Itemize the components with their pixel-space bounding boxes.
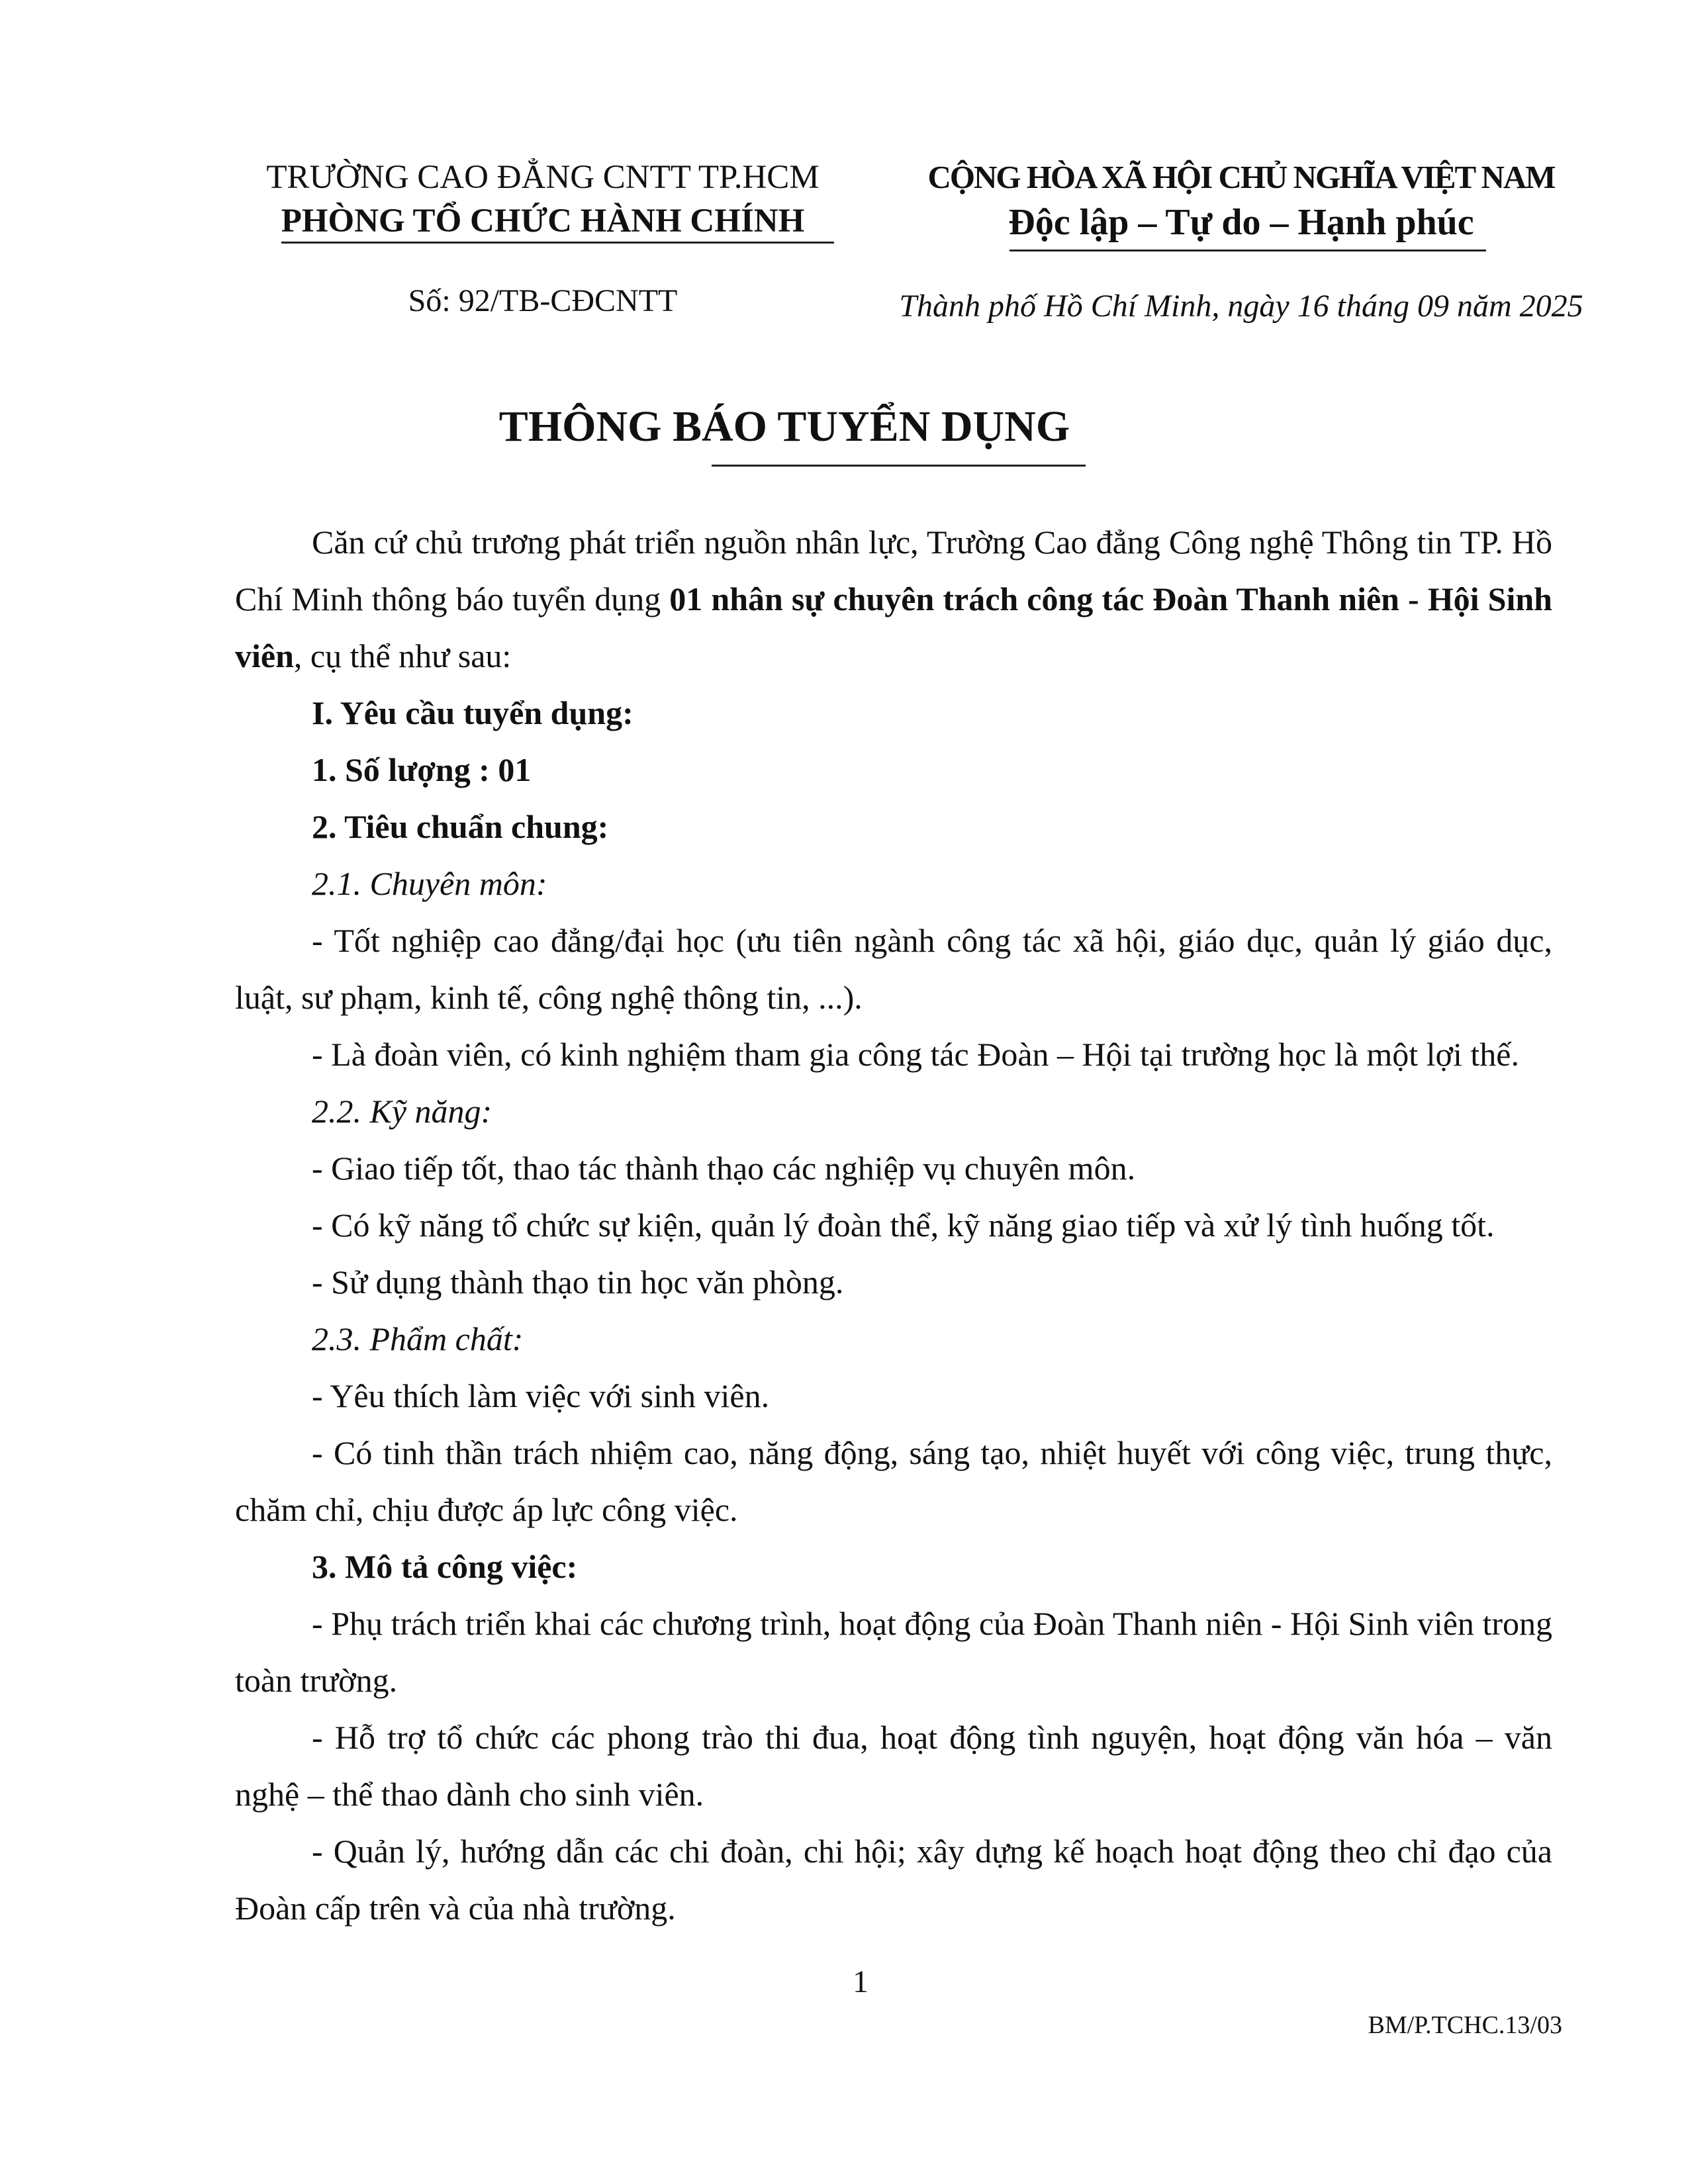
intro-paragraph (235, 514, 1552, 684)
qualities-item: - Yêu thích làm việc với sinh viên. (312, 1377, 770, 1414)
job-description-item: - Quản lý, hướng dẫn các chi đoàn, chi hội; xây dựng kế hoạch hoạt động theo chỉ đạo của Đoàn cấp trên và của nhà trường. (235, 1833, 1552, 1927)
job-description-item: - Hỗ trợ tổ chức các phong trào thi đua, hoạt động tình nguyện, hoạt động văn hóa – văn nghệ – thể thao dành cho sinh viên. (235, 1719, 1552, 1813)
qualities-item: - Có tinh thần trách nhiệm cao, năng động, sáng tạo, nhiệt huyết với công việc, trung thực, chăm chỉ, chịu được áp lực công việc. (235, 1434, 1552, 1528)
national-motto: Độc lập – Tự do – Hạnh phúc (1008, 202, 1474, 243)
issuer-block (218, 156, 867, 243)
document-title: THÔNG BÁO TUYỂN DỤNG (498, 402, 1070, 451)
job-description-item: - Phụ trách triển khai các chương trình, hoạt động của Đoàn Thanh niên - Hội Sinh viên trong toàn trường. (235, 1605, 1552, 1699)
expertise-item: - Tốt nghiệp cao đẳng/đại học (ưu tiên ngành công tác xã hội, giáo dục, quản lý giáo dục, luật, sư phạm, kinh tế, công nghệ thông tin, ...). (235, 922, 1552, 1016)
intro-text-1: Căn cứ chủ trương phát triển nguồn nhân lực, Trường Cao đẳng Công nghệ Thông tin TP. Hồ Chí Minh thông báo tuyển dụng (235, 523, 1552, 617)
qualities-heading: 2.3. Phẩm chất: (312, 1320, 524, 1357)
page-number: 1 (853, 1964, 868, 1999)
republic-name: CỘNG HÒA XÃ HỘI CHỦ NGHĨA VIỆT NAM (927, 159, 1555, 195)
department-name: PHÒNG TỔ CHỨC HÀNH CHÍNH (281, 203, 805, 240)
place-and-date: Thành phố Hồ Chí Minh, ngày 16 tháng 09 năm 2025 (899, 289, 1583, 324)
skills-item: - Sử dụng thành thạo tin học văn phòng. (312, 1263, 844, 1300)
document-body (235, 514, 1552, 1936)
document-number: Số: 92/TB-CĐCNTT (408, 283, 678, 318)
intro-position: 01 nhân sự chuyên trách công tác Đoàn Thanh niên - Hội Sinh viên (235, 580, 1552, 674)
general-standards-heading: 2. Tiêu chuẩn chung: (312, 808, 609, 845)
motto-underline (1009, 250, 1486, 251)
expertise-heading: 2.1. Chuyên môn: (312, 865, 547, 902)
skills-heading: 2.2. Kỹ năng: (312, 1093, 492, 1130)
quantity-heading: 1. Số lượng : 01 (312, 751, 532, 788)
national-header (880, 156, 1602, 246)
section-heading-requirements: I. Yêu cầu tuyển dụng: (312, 694, 633, 731)
title-underline (712, 465, 1086, 467)
department-underline (281, 242, 834, 244)
school-name: TRƯỜNG CAO ĐẲNG CNTT TP.HCM (266, 159, 820, 196)
skills-item: - Giao tiếp tốt, thao tác thành thạo các nghiệp vụ chuyên môn. (312, 1150, 1136, 1187)
intro-text-2: , cụ thể như sau: (293, 637, 512, 674)
job-description-heading: 3. Mô tả công việc: (312, 1548, 578, 1585)
skills-item: - Có kỹ năng tổ chức sự kiện, quản lý đoàn thể, kỹ năng giao tiếp và xử lý tình huống tốt. (312, 1206, 1495, 1244)
form-code: BM/P.TCHC.13/03 (1368, 2011, 1562, 2039)
expertise-item: - Là đoàn viên, có kinh nghiệm tham gia công tác Đoàn – Hội tại trường học là một lợi thế. (312, 1036, 1519, 1073)
